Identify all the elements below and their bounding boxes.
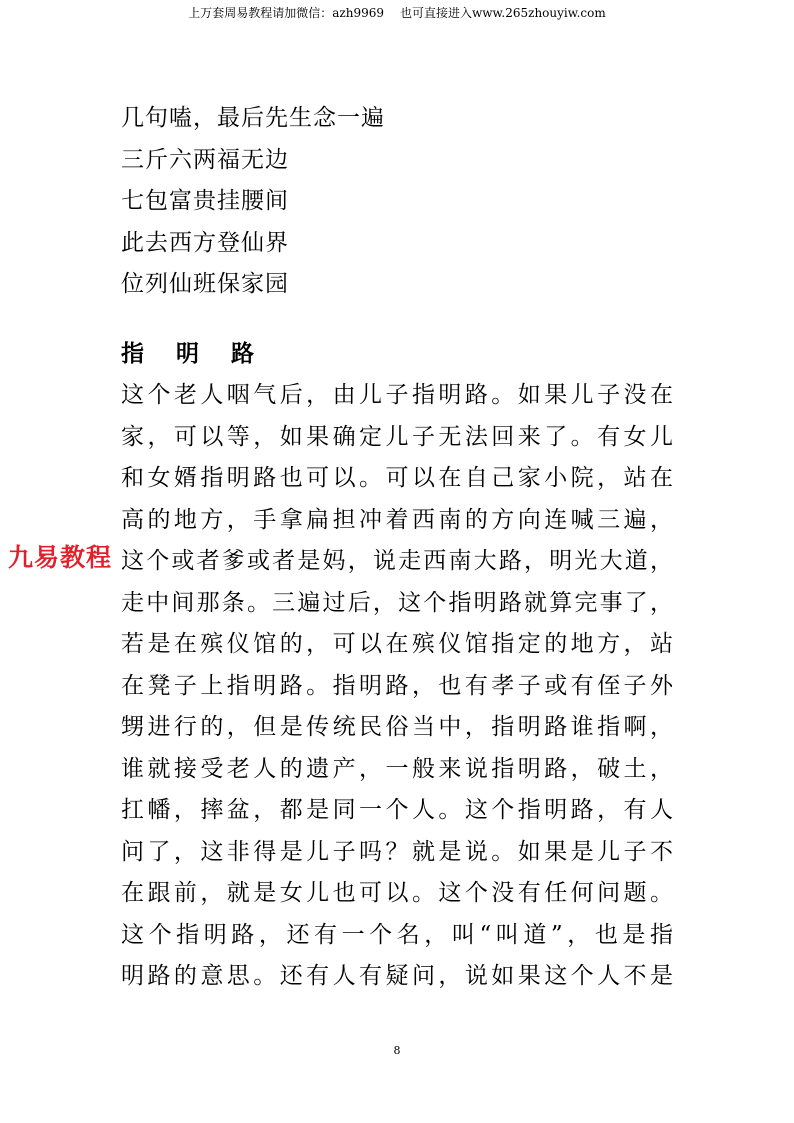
paragraph-line: 在凳子上指明路。指明路，也有孝子或有侄子外 [121, 672, 673, 699]
section-paragraph [121, 375, 673, 998]
paragraph-line: 若是在殡仪馆的，可以在殡仪馆指定的地方，站 [121, 631, 673, 657]
verse-line: 几句嗑，最后先生念一遍 [121, 105, 385, 131]
paragraph-line: 和女婿指明路也可以。可以在自己家小院，站在 [121, 465, 673, 491]
verse-line: 此去西方登仙界 [121, 229, 289, 256]
paragraph-line: 这个或者爹或者是妈，说走西南大路，明光大道， [121, 548, 673, 574]
page-body [121, 98, 673, 998]
verse-line: 七包富贵挂腰间 [121, 188, 289, 214]
paragraph-line: 走中间那条。三遍过后，这个指明路就算完事了， [121, 589, 673, 616]
paragraph-line: 这个指明路，还有一个名，叫“叫道”，也是指 [121, 921, 673, 948]
page-header [0, 6, 794, 20]
header-website-text: 也可直接进入www.265zhouyiw.com [400, 6, 606, 20]
verse-line: 位列仙班保家园 [121, 271, 289, 297]
verse-line: 三斤六两福无边 [121, 146, 289, 173]
paragraph-line: 这个老人咽气后，由儿子指明路。如果儿子没在 [121, 382, 673, 408]
watermark-logo-text: 九易教程 [8, 543, 113, 572]
section-title: 指 明 路 [121, 340, 267, 367]
paragraph-line: 问了，这非得是儿子吗？就是说。如果是儿子不 [121, 838, 673, 865]
paragraph-line: 家，可以等，如果确定儿子无法回来了。有女儿 [121, 423, 673, 450]
paragraph-line: 明路的意思。还有人有疑问，说如果这个人不是 [121, 963, 673, 989]
paragraph-line: 在跟前，就是女儿也可以。这个没有任何问题。 [121, 880, 673, 906]
verse-block [121, 98, 673, 306]
paragraph-line: 扛幡，摔盆，都是同一个人。这个指明路，有人 [121, 797, 673, 823]
header-wechat-text: 上万套周易教程请加微信：azh9969 [188, 6, 385, 20]
paragraph-line: 谁就接受老人的遗产，一般来说指明路，破土， [121, 755, 673, 782]
paragraph-line: 高的地方，手拿扁担冲着西南的方向连喊三遍， [121, 506, 673, 533]
paragraph-line: 甥进行的，但是传统民俗当中，指明路谁指啊， [121, 714, 673, 740]
page-number: 8 [393, 1044, 401, 1057]
